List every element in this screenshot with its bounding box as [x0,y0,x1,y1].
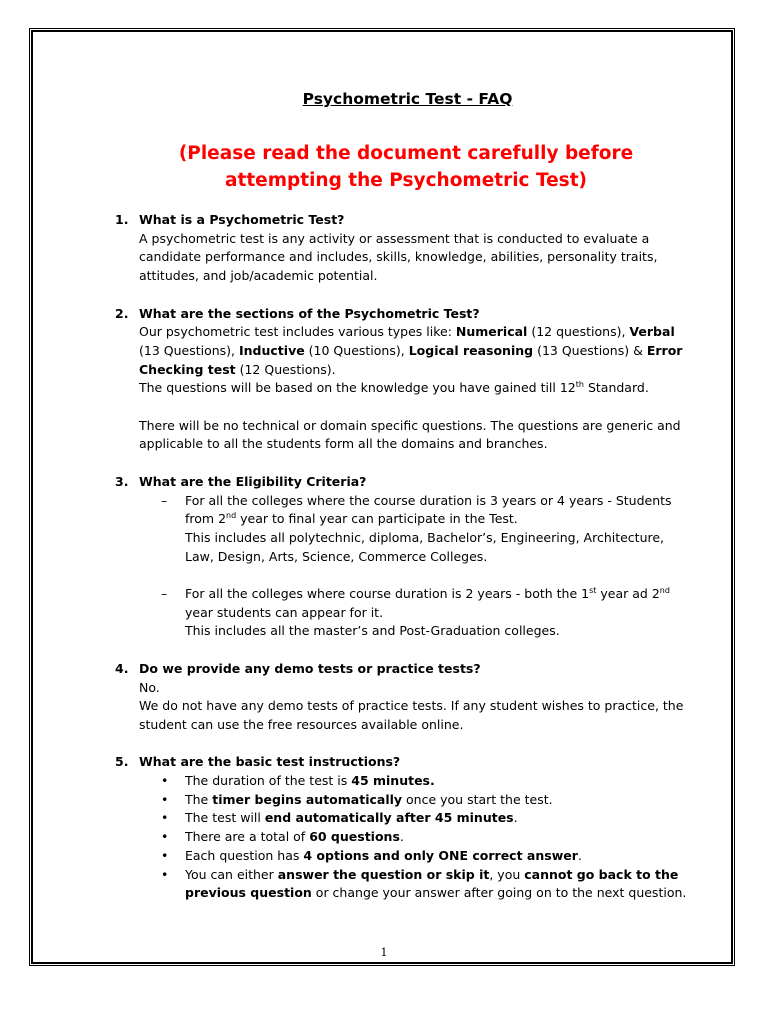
section-name: Numerical [455,324,528,340]
bullet-marker: • [161,866,169,882]
faq-question: What are the sections of the Psychometric Test? [139,305,480,321]
instruction-item [139,866,690,903]
section-count: (12 questions), [527,324,630,340]
instruction-emphasis: 4 options and only ONE correct answer [303,847,578,863]
instruction-text: The duration of the test is [185,773,352,788]
instruction-text: The test will [185,810,265,826]
instruction-text: The [185,791,213,807]
faq-number: 3. [115,473,129,489]
faq-answer: A psychometric test is any activity or assessment that is conducted to evaluate a candidate performance and includes, skills, knowledge, abilities, personality traits, attitudes, and job/academic potential. [139,230,658,284]
section-count: (13 Questions) & [533,342,647,358]
spacer [110,286,690,305]
notice-text: (Please read the document carefully before attempting the Psychometric Test) [178,143,634,191]
faq-item-2 [110,305,690,455]
short-answer: No. [139,679,160,695]
instruction-emphasis: 45 minutes. [351,773,435,788]
faq-answer: We do not have any demo tests of practice tests. If any student wishes to practice, the student can use the free resources available online. [139,698,684,732]
faq-question: What are the Eligibility Criteria? [139,473,367,489]
page-title: Psychometric Test - FAQ [302,90,513,108]
sections-intro: Our psychometric test includes various types like: [139,324,456,340]
spacer [139,398,690,417]
section-name: Inductive [239,342,305,358]
criteria-mid: year ad 2 [596,586,660,601]
faq-number: 5. [115,754,129,770]
criteria-text [185,585,690,622]
instruction-emphasis: answer the question or skip it [277,866,490,882]
faq-question: What is a Psychometric Test? [139,212,345,227]
criteria-detail: This includes all polytechnic, diploma, Bachelor’s, Engineering, Architecture, Law, Design, Arts, Science, Commerce Colleges. [185,529,665,564]
faq-number: 4. [115,660,129,676]
ordinal-suffix: nd [226,511,237,521]
faq-number: 1. [115,212,129,227]
spacer [110,735,690,754]
criteria-list [139,492,690,642]
faq-item-4 [110,660,690,735]
section-count: (12 Questions). [235,361,336,377]
section-name: Error Checking test [139,342,683,377]
instruction-text: once you start the test. [402,791,553,807]
spacer [110,641,690,660]
faq-question: Do we provide any demo tests or practice tests? [139,660,481,676]
section-count: (10 Questions), [304,342,409,358]
instruction-item [139,847,690,866]
ordinal-suffix: th [575,380,584,390]
bullet-marker: • [161,810,169,826]
faq-list [110,211,690,903]
faq-item-1 [110,211,690,286]
section-count: (13 Questions), [139,342,239,358]
sections-paragraph [139,323,690,379]
instruction-item [139,772,690,791]
instruction-text: Each question has [185,847,304,863]
dash-marker: – [161,586,168,601]
criteria-pre: For all the colleges where the course duration is 3 years or 4 years - Students from 2 [185,492,672,527]
criteria-item [139,492,690,567]
criteria-post: year to final year can participate in the Test. [236,511,518,527]
ordinal-suffix: st [589,585,597,595]
dash-marker: – [161,492,168,508]
bullet-marker: • [161,791,169,807]
bullet-marker: • [161,829,169,845]
criteria-post: year students can appear for it. [185,604,384,620]
spacer [139,566,690,585]
bullet-marker: • [161,847,169,863]
faq-item-5 [110,753,690,903]
instruction-item [139,828,690,847]
section-name: Logical reasoning [408,342,534,358]
instruction-text: or change your answer after going on to the next question. [311,885,687,901]
note-paragraph: There will be no technical or domain specific questions. The questions are generic and applicable to all the students form all the domains and branches. [139,417,681,452]
knowledge-paragraph [139,379,690,398]
instruction-emphasis: timer begins automatically [212,791,403,807]
faq-item-3 [110,473,690,641]
instructions-list [139,772,690,903]
knowledge-text: The questions will be based on the knowledge you have gained till 12 [139,380,576,396]
page-number: 1 [380,946,388,959]
spacer [110,454,690,473]
section-name: Verbal [629,324,675,340]
instruction-emphasis: 60 questions [309,829,400,845]
bullet-marker: • [161,773,169,788]
instruction-text: , you [489,866,525,882]
faq-number: 2. [115,305,129,321]
faq-question: What are the basic test instructions? [139,754,401,770]
criteria-item [139,585,690,641]
instruction-text: . [577,847,582,863]
document-body [110,88,690,903]
instruction-text: . [513,810,518,826]
instruction-text: There are a total of [185,829,310,845]
ordinal-suffix: nd [659,585,670,595]
instruction-text: You can either [185,866,278,882]
knowledge-text: Standard. [583,380,649,396]
criteria-detail: This includes all the master’s and Post-Graduation colleges. [185,623,560,639]
instruction-emphasis: cannot go back to the previous question [185,866,679,901]
instruction-item [139,809,690,828]
criteria-pre: For all the colleges where course duration is 2 years - both the 1 [185,586,590,601]
instruction-text: . [399,829,404,845]
instruction-emphasis: end automatically after 45 minutes [264,810,514,826]
criteria-text [185,492,690,529]
instruction-item [139,791,690,810]
